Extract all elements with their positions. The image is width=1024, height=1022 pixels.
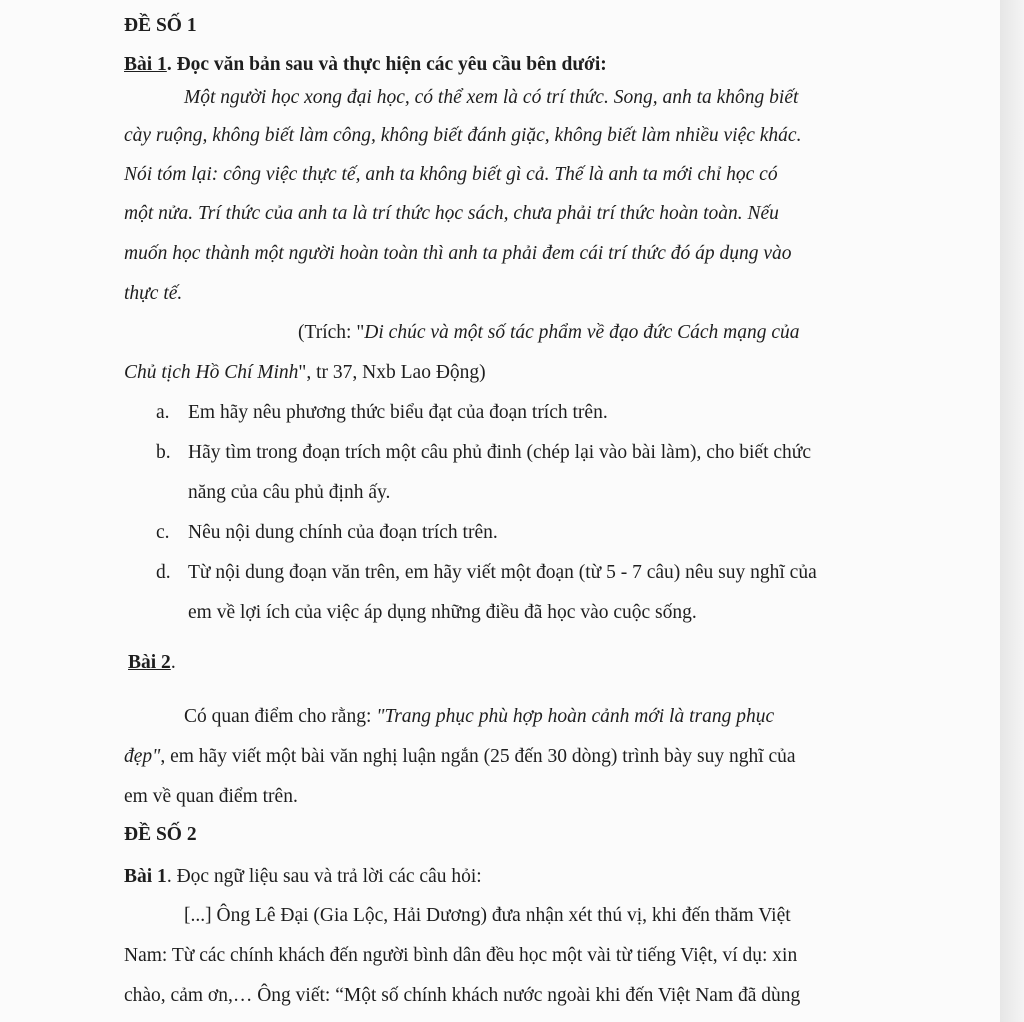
passage-line: Nói tóm lại: công việc thực tế, anh ta không biết gì cả. Thế là anh ta mới chỉ học có bbox=[124, 164, 778, 185]
exam-2-part-1-title bbox=[124, 865, 482, 889]
citation-title: Di chúc và một số tác phẩm về đạo đức Cách mạng của bbox=[364, 322, 800, 343]
exam-1-part-2-title bbox=[128, 651, 176, 675]
part-instruction: . Đọc ngữ liệu sau và trả lời các câu hỏi: bbox=[166, 866, 482, 887]
citation-line bbox=[124, 361, 486, 385]
part-label: Bài 1 bbox=[124, 54, 167, 75]
question-text: em về lợi ích của việc áp dụng những điều đã học vào cuộc sống. bbox=[188, 602, 697, 623]
passage-line: [...] Ông Lê Đại (Gia Lộc, Hải Dương) đưa nhận xét thú vị, khi đến thăm Việt bbox=[184, 905, 791, 926]
essay-prompt-line: em về quan điểm trên. bbox=[124, 786, 298, 807]
question-text: Từ nội dung đoạn văn trên, em hãy viết một đoạn (từ 5 - 7 câu) nêu suy nghĩ của bbox=[188, 562, 817, 583]
citation-line bbox=[298, 321, 800, 345]
part-instruction: . Đọc văn bản sau và thực hiện các yêu cầu bên dưới: bbox=[166, 54, 607, 75]
essay-prompt-line bbox=[184, 705, 774, 729]
essay-instruction: , em hãy viết một bài văn nghị luận ngắn (25 đến 30 dòng) trình bày suy nghĩ của bbox=[160, 746, 796, 767]
essay-quote-end: đẹp" bbox=[124, 746, 161, 767]
passage-line: muốn học thành một người hoàn toàn thì anh ta phải đem cái trí thức đó áp dụng vào bbox=[124, 243, 792, 264]
question-text: Hãy tìm trong đoạn trích một câu phủ đinh (chép lại vào bài làm), cho biết chức bbox=[188, 442, 812, 463]
part-label: Bài 1 bbox=[124, 866, 167, 887]
page-edge-shadow bbox=[1000, 0, 1024, 1022]
passage-line: một nửa. Trí thức của anh ta là trí thức học sách, chưa phải trí thức hoàn toàn. Nếu bbox=[124, 203, 779, 224]
passage-line: cày ruộng, không biết làm công, không biết đánh giặc, không biết làm nhiều việc khác. bbox=[124, 125, 802, 146]
question-text: Nêu nội dung chính của đoạn trích trên. bbox=[188, 522, 498, 543]
passage-line: Một người học xong đại học, có thể xem là có trí thức. Song, anh ta không biết bbox=[184, 87, 799, 108]
essay-intro: Có quan điểm cho rằng: bbox=[184, 706, 377, 727]
question-text: Em hãy nêu phương thức biểu đạt của đoạn trích trên. bbox=[188, 402, 608, 423]
essay-prompt-line bbox=[124, 745, 796, 769]
question-letter: a. bbox=[156, 402, 170, 423]
essay-quote: "Trang phục phù hợp hoàn cảnh mới là trang phục bbox=[376, 706, 775, 727]
citation-close: ", tr 37, Nxb Lao Động) bbox=[298, 362, 486, 383]
part-label: Bài 2 bbox=[128, 652, 171, 673]
exam-1-part-1-title bbox=[124, 53, 607, 77]
exam-2-heading: ĐỀ SỐ 2 bbox=[124, 824, 197, 845]
citation-author: Chủ tịch Hồ Chí Minh bbox=[124, 362, 299, 383]
question-text: năng của câu phủ định ấy. bbox=[188, 482, 391, 503]
part-label-dot: . bbox=[170, 652, 176, 673]
passage-line: chào, cảm ơn,… Ông viết: “Một số chính khách nước ngoài khi đến Việt Nam đã dùng bbox=[124, 985, 801, 1006]
question-letter: d. bbox=[156, 562, 171, 583]
question-letter: b. bbox=[156, 442, 171, 463]
exam-1-heading: ĐỀ SỐ 1 bbox=[124, 15, 197, 36]
question-letter: c. bbox=[156, 522, 170, 543]
passage-line: thực tế. bbox=[124, 283, 183, 304]
citation-open: (Trích: " bbox=[298, 322, 365, 343]
passage-line: Nam: Từ các chính khách đến người bình dân đều học một vài từ tiếng Việt, ví dụ: xin bbox=[124, 945, 798, 966]
